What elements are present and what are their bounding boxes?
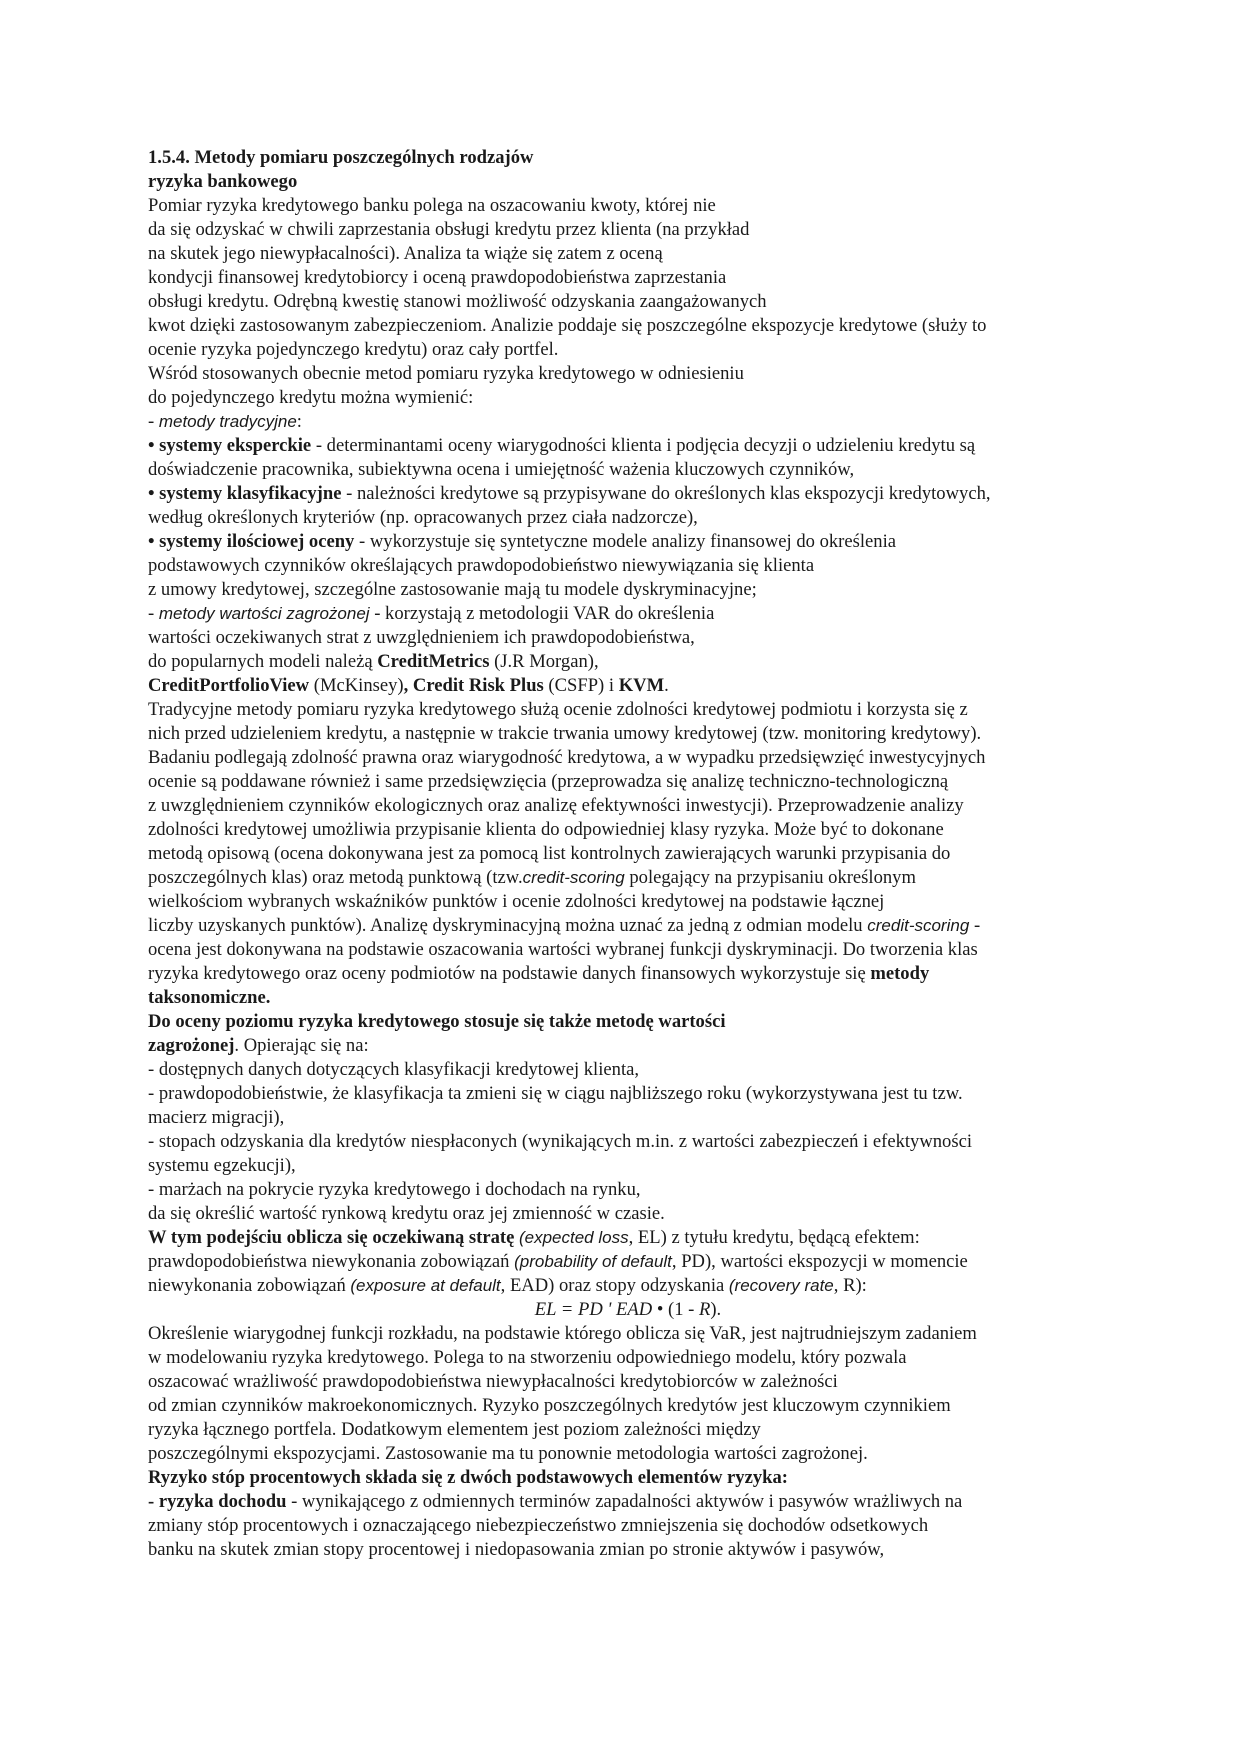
text-line — [148, 1346, 1108, 1370]
text-run: ocena jest dokonywana na podstawie oszacowania wartości wybranej funkcji dyskryminacji. Do tworzenia klas — [148, 939, 978, 960]
text-run: nich przed udzieleniem kredytu, a następnie w trakcie trwania umowy kredytowej (tzw. monitoring kredytowy). — [148, 723, 982, 744]
text-run: ). — [710, 1299, 722, 1320]
text-run: - marżach na pokrycie ryzyka kredytowego i dochodach na rynku, — [148, 1179, 641, 1200]
text-run: - dostępnych danych dotyczących klasyfikacji kredytowej klienta, — [148, 1059, 640, 1080]
bold-text: • systemy klasyfikacyjne — [148, 483, 342, 504]
text-run: : — [296, 411, 302, 432]
text-run: Wśród stosowanych obecnie metod pomiaru ryzyka kredytowego w odniesieniu — [148, 363, 744, 384]
text-run: . Opierając się na: — [234, 1035, 369, 1056]
italic-text: metody wartości zagrożonej — [158, 604, 370, 623]
text-line — [148, 362, 1108, 386]
text-line — [148, 314, 1108, 338]
text-run: na skutek jego niewypłacalności). Analiza ta wiąże się zatem z oceną — [148, 243, 663, 264]
text-run: z umowy kredytowej, szczególne zastosowanie mają tu modele dyskryminacyjne; — [148, 579, 757, 600]
text-run: (CSFP) i — [543, 675, 619, 696]
text-run: ocenie ryzyka pojedynczego kredytu) oraz cały portfel. — [148, 339, 559, 360]
text-line — [148, 482, 1108, 506]
text-line — [148, 842, 1108, 866]
bold-text: - ryzyka dochodu — [148, 1491, 287, 1512]
text-line — [148, 530, 1108, 554]
text-run: - prawdopodobieństwie, że klasyfikacja ta zmieni się w ciągu najbliższego roku (wykorzystywana jest tu tzw. — [148, 1083, 963, 1104]
text-line — [148, 1058, 1108, 1082]
text-line — [148, 1082, 1108, 1106]
text-line — [148, 266, 1108, 290]
text-line — [148, 722, 1108, 746]
text-run: , R): — [833, 1275, 867, 1296]
text-line — [148, 1250, 1108, 1274]
text-line — [148, 890, 1108, 914]
text-line — [148, 770, 1108, 794]
text-line — [148, 1274, 1108, 1298]
text-run: • (1 - — [652, 1299, 699, 1320]
text-run: (McKinsey) — [309, 675, 404, 696]
text-line — [148, 1418, 1108, 1442]
text-run: - — [148, 603, 159, 624]
text-line — [148, 386, 1108, 410]
text-line — [148, 914, 1108, 938]
text-run: do pojedynczego kredytu można wymienić: — [148, 387, 474, 408]
text-run: poszczególnymi ekspozycjami. Zastosowanie ma tu ponownie metodologia wartości zagrożonej. — [148, 1443, 868, 1464]
text-run: systemu egzekucji), — [148, 1155, 296, 1176]
text-run: - — [969, 915, 981, 936]
text-run: Pomiar ryzyka kredytowego banku polega na oszacowaniu kwoty, której nie — [148, 195, 716, 216]
text-run: Określenie wiarygodnej funkcji rozkładu, na podstawie którego oblicza się VaR, jest najtrudniejszym zadaniem — [148, 1323, 977, 1344]
text-line — [148, 1490, 1108, 1514]
text-run: doświadczenie pracownika, subiektywna ocena i umiejętność ważenia kluczowych czynników, — [148, 459, 855, 480]
text-run: wielkościom wybranych wskaźników punktów i ocenie zdolności kredytowej na podstawie łącznej — [148, 891, 885, 912]
text-run: oszacować wrażliwość prawdopodobieństwa niewypłacalności kredytobiorców w zależności — [148, 1371, 838, 1392]
text-line — [148, 746, 1108, 770]
text-line — [148, 1370, 1108, 1394]
text-run: , EAD) oraz stopy odzyskania — [500, 1275, 729, 1296]
text-run: - — [148, 411, 159, 432]
text-run: kondycji finansowej kredytobiorcy i oceną prawdopodobieństwa zaprzestania — [148, 267, 727, 288]
text-line — [148, 434, 1108, 458]
text-line — [148, 794, 1108, 818]
text-run: według określonych kryteriów (np. opracowanych przez ciała nadzorcze), — [148, 507, 698, 528]
bold-text: , Credit Risk Plus — [403, 675, 544, 696]
italic-text: EL = PD ' EAD — [534, 1299, 653, 1320]
text-run: do popularnych modeli należą — [148, 651, 378, 672]
italic-text: (probability of default — [514, 1252, 672, 1271]
text-line — [148, 554, 1108, 578]
text-run: - wykorzystuje się syntetyczne modele analizy finansowej do określenia — [354, 531, 896, 552]
bold-text: KVM — [618, 675, 665, 696]
bold-text: W tym podejściu oblicza się oczekiwaną stratę — [148, 1227, 515, 1248]
text-run: banku na skutek zmian stopy procentowej i niedopasowania zmian po stronie aktywów i pasywów, — [148, 1539, 885, 1560]
bold-text: CreditPortfolioView — [148, 675, 310, 696]
text-run: zmiany stóp procentowych i oznaczającego niebezpieczeństwo zmniejszenia się dochodów odsetkowych — [148, 1515, 929, 1536]
text-line — [148, 1178, 1108, 1202]
text-line — [148, 626, 1108, 650]
bold-text: Ryzyko stóp procentowych składa się z dwóch podstawowych elementów ryzyka: — [148, 1467, 788, 1488]
text-line — [148, 290, 1108, 314]
text-line — [148, 242, 1108, 266]
text-line — [148, 938, 1108, 962]
text-line — [148, 194, 1108, 218]
text-line — [148, 146, 1108, 170]
text-line — [148, 1154, 1108, 1178]
text-line — [148, 1106, 1108, 1130]
text-run: da się określić wartość rynkową kredytu oraz jej zmienność w czasie. — [148, 1203, 665, 1224]
italic-text: credit-scoring — [867, 916, 970, 935]
text-run: prawdopodobieństwa niewykonania zobowiązań — [148, 1251, 515, 1272]
text-run: podstawowych czynników określających prawdopodobieństwo niewywiązania się klienta — [148, 555, 815, 576]
text-run: - wynikającego z odmiennych terminów zapadalności aktywów i pasywów wrażliwych na — [286, 1491, 963, 1512]
document-page — [148, 146, 1108, 1562]
bold-text: zagrożonej — [148, 1035, 235, 1056]
text-line — [148, 506, 1108, 530]
text-line — [148, 818, 1108, 842]
text-run: , EL) z tytułu kredytu, będącą efektem: — [628, 1227, 920, 1248]
text-run: Tradycyjne metody pomiaru ryzyka kredytowego służą ocenie zdolności kredytowej podmiotu i korzysta się z — [148, 699, 968, 720]
text-run: Badaniu podlegają zdolność prawna oraz wiarygodność kredytowa, a w wypadku przedsięwzięć inwestycyjnych — [148, 747, 986, 768]
text-line — [148, 962, 1108, 986]
text-run: liczby uzyskanych punktów). Analizę dyskryminacyjną można uznać za jedną z odmian modelu — [148, 915, 868, 936]
text-line — [148, 1226, 1108, 1250]
text-run: ryzyka łącznego portfela. Dodatkowym elementem jest poziom zależności między — [148, 1419, 761, 1440]
bold-text: taksonomiczne. — [148, 987, 271, 1008]
text-line — [148, 1322, 1108, 1346]
bold-text: CreditMetrics — [377, 651, 490, 672]
text-run: z uwzględnieniem czynników ekologicznych oraz analizę efektywności inwestycji). Przeprowadzenie analizy — [148, 795, 964, 816]
text-line — [148, 650, 1108, 674]
text-line — [148, 170, 1108, 194]
text-line — [148, 1034, 1108, 1058]
text-run: - determinantami oceny wiarygodności klienta i podjęcia decyzji o udzieleniu kredytu są — [311, 435, 976, 456]
italic-text: (expected loss — [518, 1228, 629, 1247]
text-run: zdolności kredytowej umożliwia przypisanie klienta do odpowiedniej klasy ryzyka. Może być to dokonane — [148, 819, 944, 840]
text-line — [148, 1130, 1108, 1154]
text-run: macierz migracji), — [148, 1107, 285, 1128]
text-line — [148, 1538, 1108, 1562]
text-run: wartości oczekiwanych strat z uwzględnieniem ich prawdopodobieństwa, — [148, 627, 695, 648]
text-run: kwot dzięki zastosowanym zabezpieczeniom. Analizie poddaje się poszczególne ekspozycje kredytowe (służy to — [148, 315, 987, 336]
text-run: ocenie są poddawane również i same przedsięwzięcia (przeprowadza się analizę techniczno-technologiczną — [148, 771, 949, 792]
text-line — [148, 1466, 1108, 1490]
text-line — [148, 1010, 1108, 1034]
text-line — [148, 218, 1108, 242]
bold-text: ryzyka bankowego — [148, 171, 298, 192]
bold-text: metody — [870, 963, 930, 984]
text-run: ryzyka kredytowego oraz oceny podmiotów na podstawie danych finansowych wykorzystuje się — [148, 963, 871, 984]
italic-text: credit-scoring — [522, 868, 625, 887]
text-line — [148, 338, 1108, 362]
text-line — [148, 674, 1108, 698]
text-run: obsługi kredytu. Odrębną kwestię stanowi możliwość odzyskania zaangażowanych — [148, 291, 767, 312]
text-run: - należności kredytowe są przypisywane do określonych klas ekspozycji kredytowych, — [341, 483, 991, 504]
text-line — [148, 1514, 1108, 1538]
text-run: niewykonania zobowiązań — [148, 1275, 351, 1296]
text-run: (J.R Morgan), — [489, 651, 599, 672]
italic-text: R — [699, 1299, 711, 1320]
text-line — [148, 410, 1108, 434]
italic-text: metody tradycyjne — [158, 412, 297, 431]
text-run: , PD), wartości ekspozycji w momencie — [671, 1251, 968, 1272]
italic-text: (exposure at default — [350, 1276, 501, 1295]
text-run: - stopach odzyskania dla kredytów niespłaconych (wynikających m.in. z wartości zabezpieczeń i efektywności — [148, 1131, 973, 1152]
italic-text: (recovery rate — [728, 1276, 834, 1295]
text-run: metodą opisową (ocena dokonywana jest za pomocą list kontrolnych zawierających warunki przypisania do — [148, 843, 951, 864]
text-run: polegający na przypisaniu określonym — [624, 867, 916, 888]
text-line — [148, 602, 1108, 626]
bold-text: • systemy ilościowej oceny — [148, 531, 355, 552]
text-line — [148, 1202, 1108, 1226]
text-run: od zmian czynników makroekonomicznych. Ryzyko poszczególnych kredytów jest kluczowym czynnikiem — [148, 1395, 951, 1416]
bold-text: 1.5.4. Metody pomiaru poszczególnych rodzajów — [148, 147, 534, 168]
text-line — [148, 698, 1108, 722]
text-line — [148, 458, 1108, 482]
text-line — [148, 1442, 1108, 1466]
text-run: da się odzyskać w chwili zaprzestania obsługi kredytu przez klienta (na przykład — [148, 219, 750, 240]
text-run: - korzystają z metodologii VAR do określenia — [369, 603, 715, 624]
text-line — [148, 986, 1108, 1010]
text-line — [148, 578, 1108, 602]
text-line — [148, 1394, 1108, 1418]
formula-line — [148, 1298, 1108, 1322]
bold-text: Do oceny poziomu ryzyka kredytowego stosuje się także metodę wartości — [148, 1011, 726, 1032]
text-run: . — [664, 675, 669, 696]
text-line — [148, 866, 1108, 890]
bold-text: • systemy eksperckie — [148, 435, 312, 456]
text-run: poszczególnych klas) oraz metodą punktową (tzw. — [148, 867, 523, 888]
text-run: w modelowaniu ryzyka kredytowego. Polega to na stworzeniu odpowiedniego modelu, który pozwala — [148, 1347, 907, 1368]
